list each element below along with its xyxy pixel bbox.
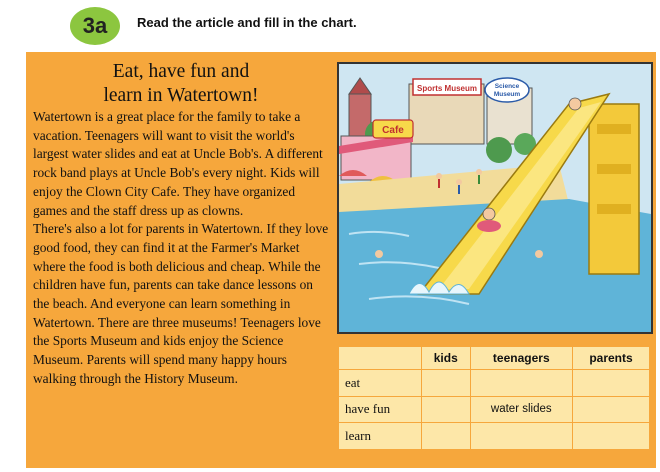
exercise-badge [70,7,120,45]
chart-header-row [339,347,650,370]
cell-learn-kids[interactable] [422,423,471,450]
fill-in-chart [338,346,650,450]
cell-learn-teenagers[interactable] [470,423,572,450]
science-museum-sign-line2: Museum [493,91,521,98]
chart-header-kids: kids [422,347,471,370]
article-paragraph-2: There's also a lot for parents in Watertown. If they love good food, they can find it at the Farmer's Market where the food is both delicious and cheap. While the children have fun, parents can take dance lessons on the beach. And everyone can learn something in Watertown. There are three museums! Teenagers love the Sports Museum and kids enjoy the Science Museum. Parents will spend many happy hours walking through the History Museum. [33,221,329,386]
article-body [33,108,331,389]
watertown-illustration [337,62,653,334]
cell-have-fun-kids[interactable] [422,396,471,423]
instruction-text: Read the article and fill in the chart. [137,15,357,30]
title-line-2: learn in Watertown! [103,85,259,106]
article-paragraph-1: Watertown is a great place for the family to take a vacation. Teenagers will want to visit the world's largest water slides and eat at Uncle Bob's. A different rock band plays at Uncle Bob's every night. Kids will enjoy the Clown City Cafe. They have organized games and the staff dress up as clowns. [33,109,323,218]
chart-row-have-fun [339,396,650,423]
cell-have-fun-teenagers[interactable]: water slides [470,396,572,423]
cell-eat-parents[interactable] [573,370,650,397]
row-label-learn: learn [339,423,422,450]
article-title [26,60,336,108]
exercise-number: 3a [82,13,108,38]
title-line-1: Eat, have fun and [112,61,250,82]
cafe-sign: Cafe [382,125,404,136]
cell-eat-teenagers[interactable] [470,370,572,397]
sports-museum-sign: Sports Museum [416,84,478,93]
cell-eat-kids[interactable] [422,370,471,397]
cell-learn-parents[interactable] [573,423,650,450]
science-museum-sign-line1: Science [494,83,520,90]
water-park-drawing [339,64,651,332]
row-label-have-fun: have fun [339,396,422,423]
chart-header-parents: parents [573,347,650,370]
chart-row-eat [339,370,650,397]
chart-row-learn [339,423,650,450]
chart-header-teenagers: teenagers [470,347,572,370]
chart-corner-cell [339,347,422,370]
cell-have-fun-parents[interactable] [573,396,650,423]
row-label-eat: eat [339,370,422,397]
